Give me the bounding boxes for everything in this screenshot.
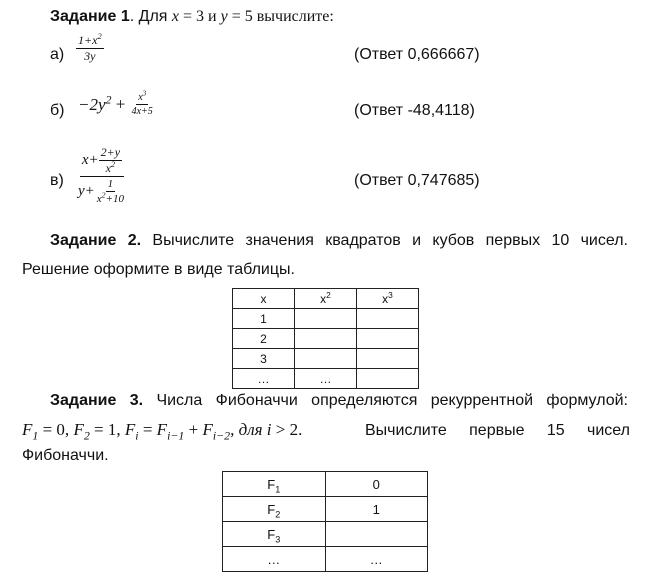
task1-c-answer: (Ответ 0,747685) bbox=[354, 172, 480, 189]
task1-a-answer: (Ответ 0,666667) bbox=[354, 46, 480, 63]
task3-line2-rest: Вычислите первые 15 чисел bbox=[365, 422, 630, 439]
task1-title: Задание 1 bbox=[50, 8, 130, 25]
table-header-cell: $x^3$ bbox=[357, 289, 419, 309]
task1-c-formula: x+ $\frac{2+y}{x^2}$ y+ $\frac{1}{x^2+10}$ bbox=[78, 145, 124, 206]
task3-line3: Фибоначчи. bbox=[22, 447, 109, 464]
table-row: 2 bbox=[233, 329, 419, 349]
task1-b-answer: (Ответ -48,4118) bbox=[354, 102, 475, 119]
table-header-cell: x bbox=[233, 289, 295, 309]
task1-b-formula: $-2y^2$ + $\frac{x^3}{4x+5}$ bbox=[78, 89, 153, 117]
task1-a-formula: $\frac{1+x^2}{3y}$ bbox=[78, 32, 102, 64]
task1-c-label: в) bbox=[50, 172, 64, 189]
table-row: $F_2$ 1 bbox=[223, 497, 428, 522]
task1-b-label: б) bbox=[50, 102, 65, 119]
task1-a-label: а) bbox=[50, 46, 65, 63]
table-row: … … bbox=[223, 547, 428, 572]
table-row: … … bbox=[233, 369, 419, 389]
squares-cubes-table bbox=[232, 288, 419, 389]
table-header-row bbox=[233, 289, 419, 309]
table-row: 3 bbox=[233, 349, 419, 369]
task3-line1: Задание 3. Числа Фибоначчи определяются рекуррентной формулой: bbox=[50, 392, 628, 409]
task2-line2: Решение оформите в виде таблицы. bbox=[22, 261, 295, 278]
table-header-cell: $x^2$ bbox=[295, 289, 357, 309]
task2-title: Задание 2. bbox=[50, 232, 142, 249]
fibonacci-table bbox=[222, 471, 428, 572]
task1-intro: Задание 1. Для x = 3 и y = 5 вычислите: bbox=[50, 8, 334, 25]
task3-formula-line bbox=[22, 420, 630, 443]
task3-title: Задание 3. bbox=[50, 392, 144, 409]
task2-line1: Задание 2. Вычислите значения квадратов и кубов первых 10 чисел. bbox=[50, 232, 628, 249]
table-row: 1 bbox=[233, 309, 419, 329]
table-row: $F_1$ 0 bbox=[223, 472, 428, 497]
table-row: $F_3$ bbox=[223, 522, 428, 547]
fibonacci-formula: $F_1 = 0$, $F_2 = 1$, $F_i = F_{i-1} + F_{i-2}$, для i > 2. bbox=[22, 420, 303, 443]
